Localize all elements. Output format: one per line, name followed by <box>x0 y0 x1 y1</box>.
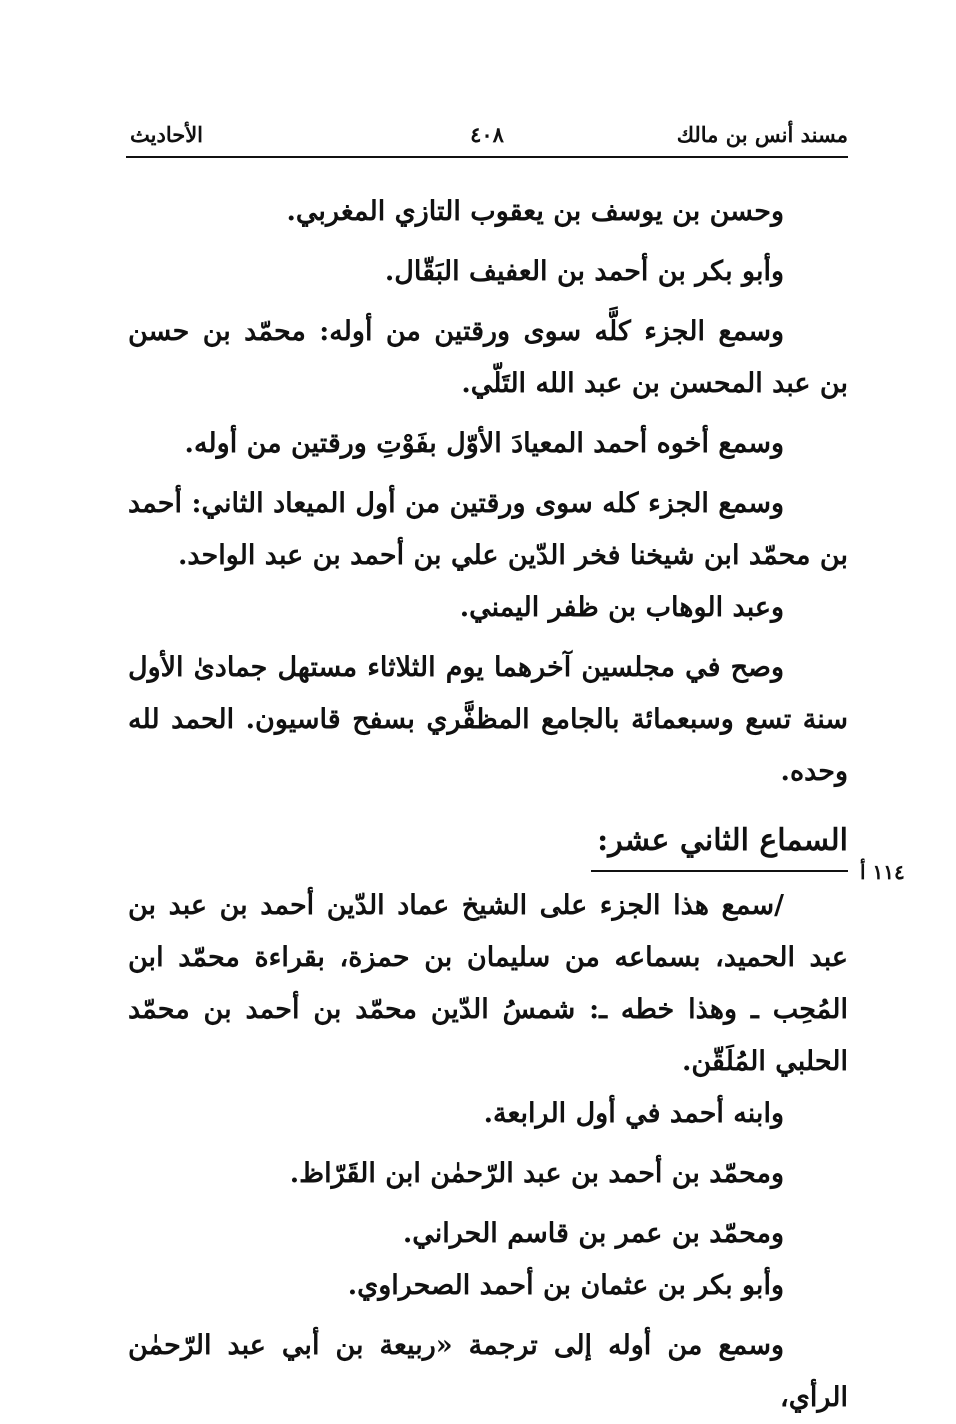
text-paragraph: وأبو بكر بن أحمد بن العفيف البَقّال. <box>384 256 784 287</box>
section-name: الأحاديث <box>130 122 204 147</box>
text-paragraph: وحسن بن يوسف بن يعقوب التازي المغربي. <box>286 196 784 227</box>
running-header <box>126 118 848 158</box>
section-heading <box>128 812 848 872</box>
text-paragraph: وسمع أخوه أحمد المعيادَ الأوّل بفَوْتِ ورقتين من أوله. <box>184 428 784 459</box>
text-paragraph: وصح في مجلسين آخرهما يوم الثلاثاء مستهل جمادىٰ الأول سنة تسع وسبعمائة بالجامع المظفَّري بسفح قاسيون. الحمد لله وحده. <box>128 652 848 787</box>
text-paragraph: ومحمّد بن أحمد بن عبد الرّحمٰن ابن القَرّاظ. <box>289 1158 784 1189</box>
text-paragraph: ومحمّد بن عمر بن قاسم الحراني. <box>402 1218 784 1249</box>
section-title: السماع الثاني عشر: <box>591 812 848 872</box>
book-title: مسند أنس بن مالك <box>676 122 848 147</box>
text-paragraph: وسمع الجزء كله سوى ورقتين من أول الميعاد الثاني: أحمد بن محمّد ابن شيخنا فخر الدّين علي بن أحمد بن عبد الواحد. <box>128 488 848 571</box>
main-text <box>128 186 848 1424</box>
text-paragraph: وأبو بكر بن عثمان بن أحمد الصحراوي. <box>347 1270 784 1301</box>
text-paragraph: وسمع من أوله إلى ترجمة «ربيعة بن أبي عبد الرّحمٰن الرأي، <box>128 1330 848 1413</box>
text-paragraph: وابنه أحمد في أول الرابعة. <box>483 1098 784 1129</box>
page-number: ٤٠٨ <box>470 122 504 147</box>
text-paragraph: وسمع الجزء كلَّه سوى ورقتين من أوله: محمّد بن حسن بن عبد المحسن بن عبد الله التَلّي. <box>128 316 848 399</box>
text-paragraph: /سمع هذا الجزء على الشيخ عماد الدّين أحمد بن عبد بن عبد الحميد، بسماعه من سليمان بن حمزة، بقراءة محمّد ابن المُحِب ـ وهذا خطه ـ: شمسُ الدّين محمّد بن أحمد بن محمّد الحلبي المُلَقّن. <box>128 890 848 1077</box>
text-paragraph: وعبد الوهاب بن ظفر اليمني. <box>459 592 784 623</box>
manuscript-folio-note: ١١٤ أ <box>860 860 905 884</box>
